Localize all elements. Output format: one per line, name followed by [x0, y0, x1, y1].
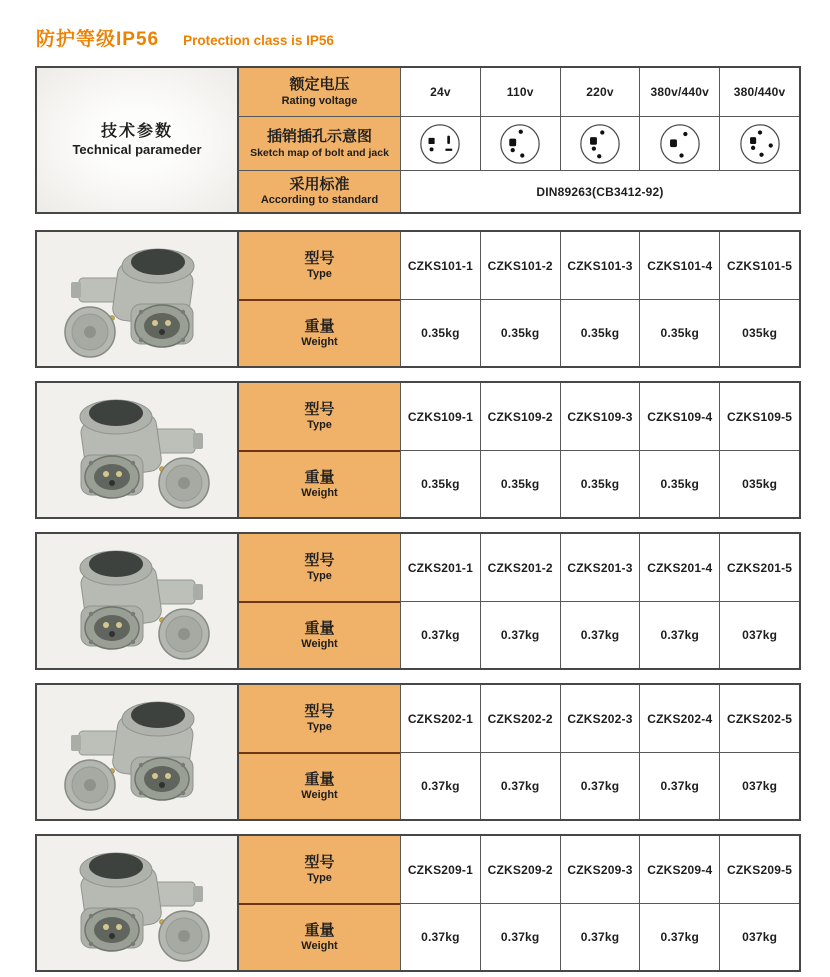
weight-cell: 0.37kg	[560, 903, 640, 970]
model-cell: CZKS109-1	[400, 383, 480, 450]
weight-cell: 0.37kg	[480, 752, 560, 819]
technical-parameter-table	[35, 66, 801, 214]
sketch-cell	[719, 116, 799, 170]
weight-cell: 0.37kg	[560, 752, 640, 819]
technical-parameter-label-zh: 技术参数	[100, 123, 173, 141]
voltage-cell: 24v	[400, 68, 480, 116]
weight-row-header: 重量 Weight	[237, 752, 400, 819]
plug-sketch-24v-icon	[417, 121, 463, 167]
type-row-header: 型号 Type	[237, 232, 400, 299]
type-row-header: 型号 Type	[237, 685, 400, 752]
weight-cell: 037kg	[719, 601, 799, 668]
product-photo	[37, 534, 237, 668]
device-photo-icon	[37, 836, 237, 970]
standard-value: DIN89263(CB3412-92)	[400, 170, 799, 212]
product-table-czks109	[35, 381, 801, 519]
weight-cell: 0.35kg	[639, 299, 719, 366]
product-table-czks101	[35, 230, 801, 368]
type-row-header: 型号 Type	[237, 383, 400, 450]
weight-cell: 0.37kg	[480, 601, 560, 668]
weight-cell: 0.37kg	[480, 903, 560, 970]
weight-cell: 0.37kg	[560, 601, 640, 668]
plug-sketch-110v-icon	[497, 121, 543, 167]
standard-header: 采用标准 According to standard	[237, 170, 400, 212]
product-photo	[37, 836, 237, 970]
product-table-czks201	[35, 532, 801, 670]
plug-sketch-380v440v-icon	[657, 121, 703, 167]
product-photo	[37, 685, 237, 819]
weight-cell: 0.37kg	[639, 903, 719, 970]
technical-parameter-label-en: Technical parameder	[72, 142, 202, 158]
model-cell: CZKS202-3	[560, 685, 640, 752]
model-cell: CZKS109-2	[480, 383, 560, 450]
sketch-cell	[480, 116, 560, 170]
plug-sketch-380-440v-icon	[737, 121, 783, 167]
model-cell: CZKS202-1	[400, 685, 480, 752]
voltage-cell: 220v	[560, 68, 640, 116]
model-cell: CZKS109-4	[639, 383, 719, 450]
weight-cell: 0.35kg	[400, 299, 480, 366]
sketch-cell	[560, 116, 640, 170]
model-cell: CZKS101-2	[480, 232, 560, 299]
model-cell: CZKS201-1	[400, 534, 480, 601]
weight-cell: 0.35kg	[400, 450, 480, 517]
model-cell: CZKS209-1	[400, 836, 480, 903]
model-cell: CZKS202-4	[639, 685, 719, 752]
weight-row-header: 重量 Weight	[237, 450, 400, 517]
protection-class-title-en: Protection class is IP56	[183, 33, 334, 48]
weight-cell: 0.35kg	[639, 450, 719, 517]
weight-cell: 035kg	[719, 450, 799, 517]
weight-cell: 0.37kg	[639, 752, 719, 819]
weight-row-header: 重量 Weight	[237, 903, 400, 970]
sketch-map-header: 插销插孔示意图 Sketch map of bolt and jack	[237, 116, 400, 170]
model-cell: CZKS201-2	[480, 534, 560, 601]
weight-cell: 0.35kg	[480, 299, 560, 366]
product-photo	[37, 232, 237, 366]
device-photo-icon	[37, 232, 237, 366]
weight-cell: 037kg	[719, 752, 799, 819]
product-table-czks209	[35, 834, 801, 972]
model-cell: CZKS109-5	[719, 383, 799, 450]
type-row-header: 型号 Type	[237, 836, 400, 903]
protection-class-title-zh: 防护等级IP56	[36, 29, 160, 50]
weight-cell: 0.37kg	[400, 752, 480, 819]
model-cell: CZKS101-5	[719, 232, 799, 299]
rating-voltage-header: 额定电压 Rating voltage	[237, 68, 400, 116]
device-photo-icon	[37, 685, 237, 819]
model-cell: CZKS101-1	[400, 232, 480, 299]
weight-cell: 0.37kg	[400, 601, 480, 668]
device-photo-icon	[37, 383, 237, 517]
model-cell: CZKS202-2	[480, 685, 560, 752]
weight-cell: 0.35kg	[560, 299, 640, 366]
model-cell: CZKS201-4	[639, 534, 719, 601]
product-table-czks202	[35, 683, 801, 821]
model-cell: CZKS209-2	[480, 836, 560, 903]
weight-row-header: 重量 Weight	[237, 299, 400, 366]
model-cell: CZKS209-3	[560, 836, 640, 903]
weight-cell: 0.37kg	[400, 903, 480, 970]
model-cell: CZKS209-5	[719, 836, 799, 903]
weight-cell: 0.35kg	[560, 450, 640, 517]
sketch-cell	[400, 116, 480, 170]
model-cell: CZKS201-3	[560, 534, 640, 601]
model-cell: CZKS101-3	[560, 232, 640, 299]
page-title	[36, 24, 801, 51]
voltage-cell: 110v	[480, 68, 560, 116]
plug-sketch-220v-icon	[577, 121, 623, 167]
voltage-cell: 380v/440v	[639, 68, 719, 116]
model-cell: CZKS202-5	[719, 685, 799, 752]
technical-parameter-cell	[37, 68, 237, 212]
weight-cell: 0.35kg	[480, 450, 560, 517]
product-photo	[37, 383, 237, 517]
model-cell: CZKS109-3	[560, 383, 640, 450]
weight-cell: 0.37kg	[639, 601, 719, 668]
sketch-cell	[639, 116, 719, 170]
type-row-header: 型号 Type	[237, 534, 400, 601]
weight-cell: 035kg	[719, 299, 799, 366]
voltage-cell: 380/440v	[719, 68, 799, 116]
model-cell: CZKS209-4	[639, 836, 719, 903]
device-photo-icon	[37, 534, 237, 668]
model-cell: CZKS201-5	[719, 534, 799, 601]
weight-cell: 037kg	[719, 903, 799, 970]
model-cell: CZKS101-4	[639, 232, 719, 299]
weight-row-header: 重量 Weight	[237, 601, 400, 668]
